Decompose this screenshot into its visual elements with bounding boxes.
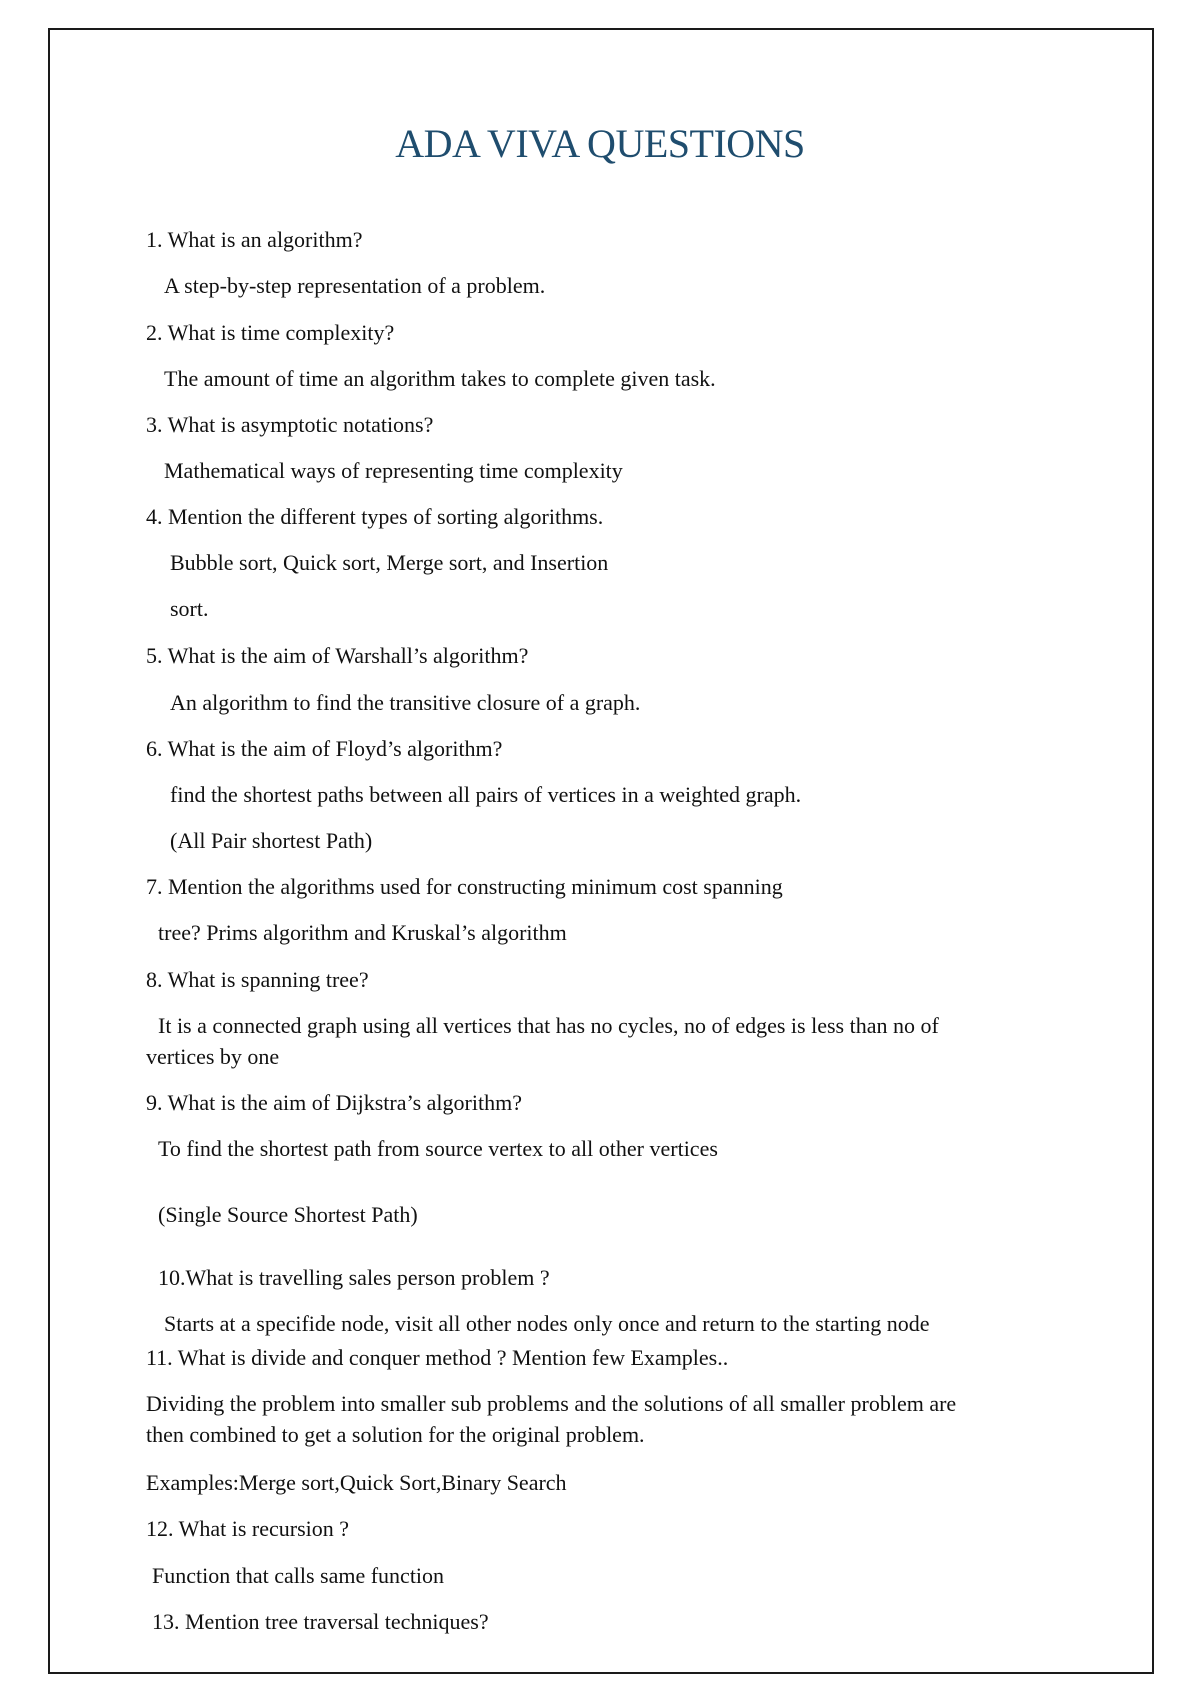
answer-12: Function that calls same function [152,1563,445,1588]
answer-8-line-1: It is a connected graph using all vertices that has no cycles, no of edges is less than no of [158,1013,939,1038]
question-4: 4. Mention the different types of sorting algorithms. [146,504,604,529]
answer-9-line-1: To find the shortest path from source vertex to all other vertices [158,1136,718,1161]
answer-2: The amount of time an algorithm takes to complete given task. [164,366,716,391]
answer-3: Mathematical ways of representing time complexity [164,458,623,483]
question-10: 10.What is travelling sales person problem ? [158,1265,550,1290]
answer-10: Starts at a specifide node, visit all other nodes only once and return to the starting node [164,1311,930,1336]
question-2: 2. What is time complexity? [146,320,395,345]
answer-6-line-2: (All Pair shortest Path) [170,828,373,853]
question-3: 3. What is asymptotic notations? [146,412,434,437]
question-11: 11. What is divide and conquer method ? Mention few Examples.. [146,1345,729,1370]
answer-5: An algorithm to find the transitive closure of a graph. [170,690,641,715]
answer-9-line-2: (Single Source Shortest Path) [158,1202,418,1227]
question-13: 13. Mention tree traversal techniques? [152,1609,489,1634]
question-8: 8. What is spanning tree? [146,967,369,992]
answer-4-line-1: Bubble sort, Quick sort, Merge sort, and Insertion [170,550,609,575]
question-1: 1. What is an algorithm? [146,227,363,252]
answer-1: A step-by-step representation of a problem. [164,273,546,298]
question-12: 12. What is recursion ? [146,1516,350,1541]
answer-7: tree? Prims algorithm and Kruskal’s algorithm [158,920,567,945]
answer-6-line-1: find the shortest paths between all pairs of vertices in a weighted graph. [170,782,802,807]
question-9: 9. What is the aim of Dijkstra’s algorithm? [146,1090,522,1115]
answer-4-line-2: sort. [170,596,209,621]
question-6: 6. What is the aim of Floyd’s algorithm? [146,736,503,761]
answer-11-examples: Examples:Merge sort,Quick Sort,Binary Search [146,1470,567,1495]
answer-8-line-2: vertices by one [146,1044,280,1069]
question-5: 5. What is the aim of Warshall’s algorithm? [146,643,529,668]
page-title: ADA VIVA QUESTIONS [395,121,805,166]
answer-11-line-1: Dividing the problem into smaller sub problems and the solutions of all smaller problem are [146,1391,957,1416]
question-7: 7. Mention the algorithms used for constructing minimum cost spanning [146,874,783,899]
answer-11-line-2: then combined to get a solution for the original problem. [146,1422,645,1447]
